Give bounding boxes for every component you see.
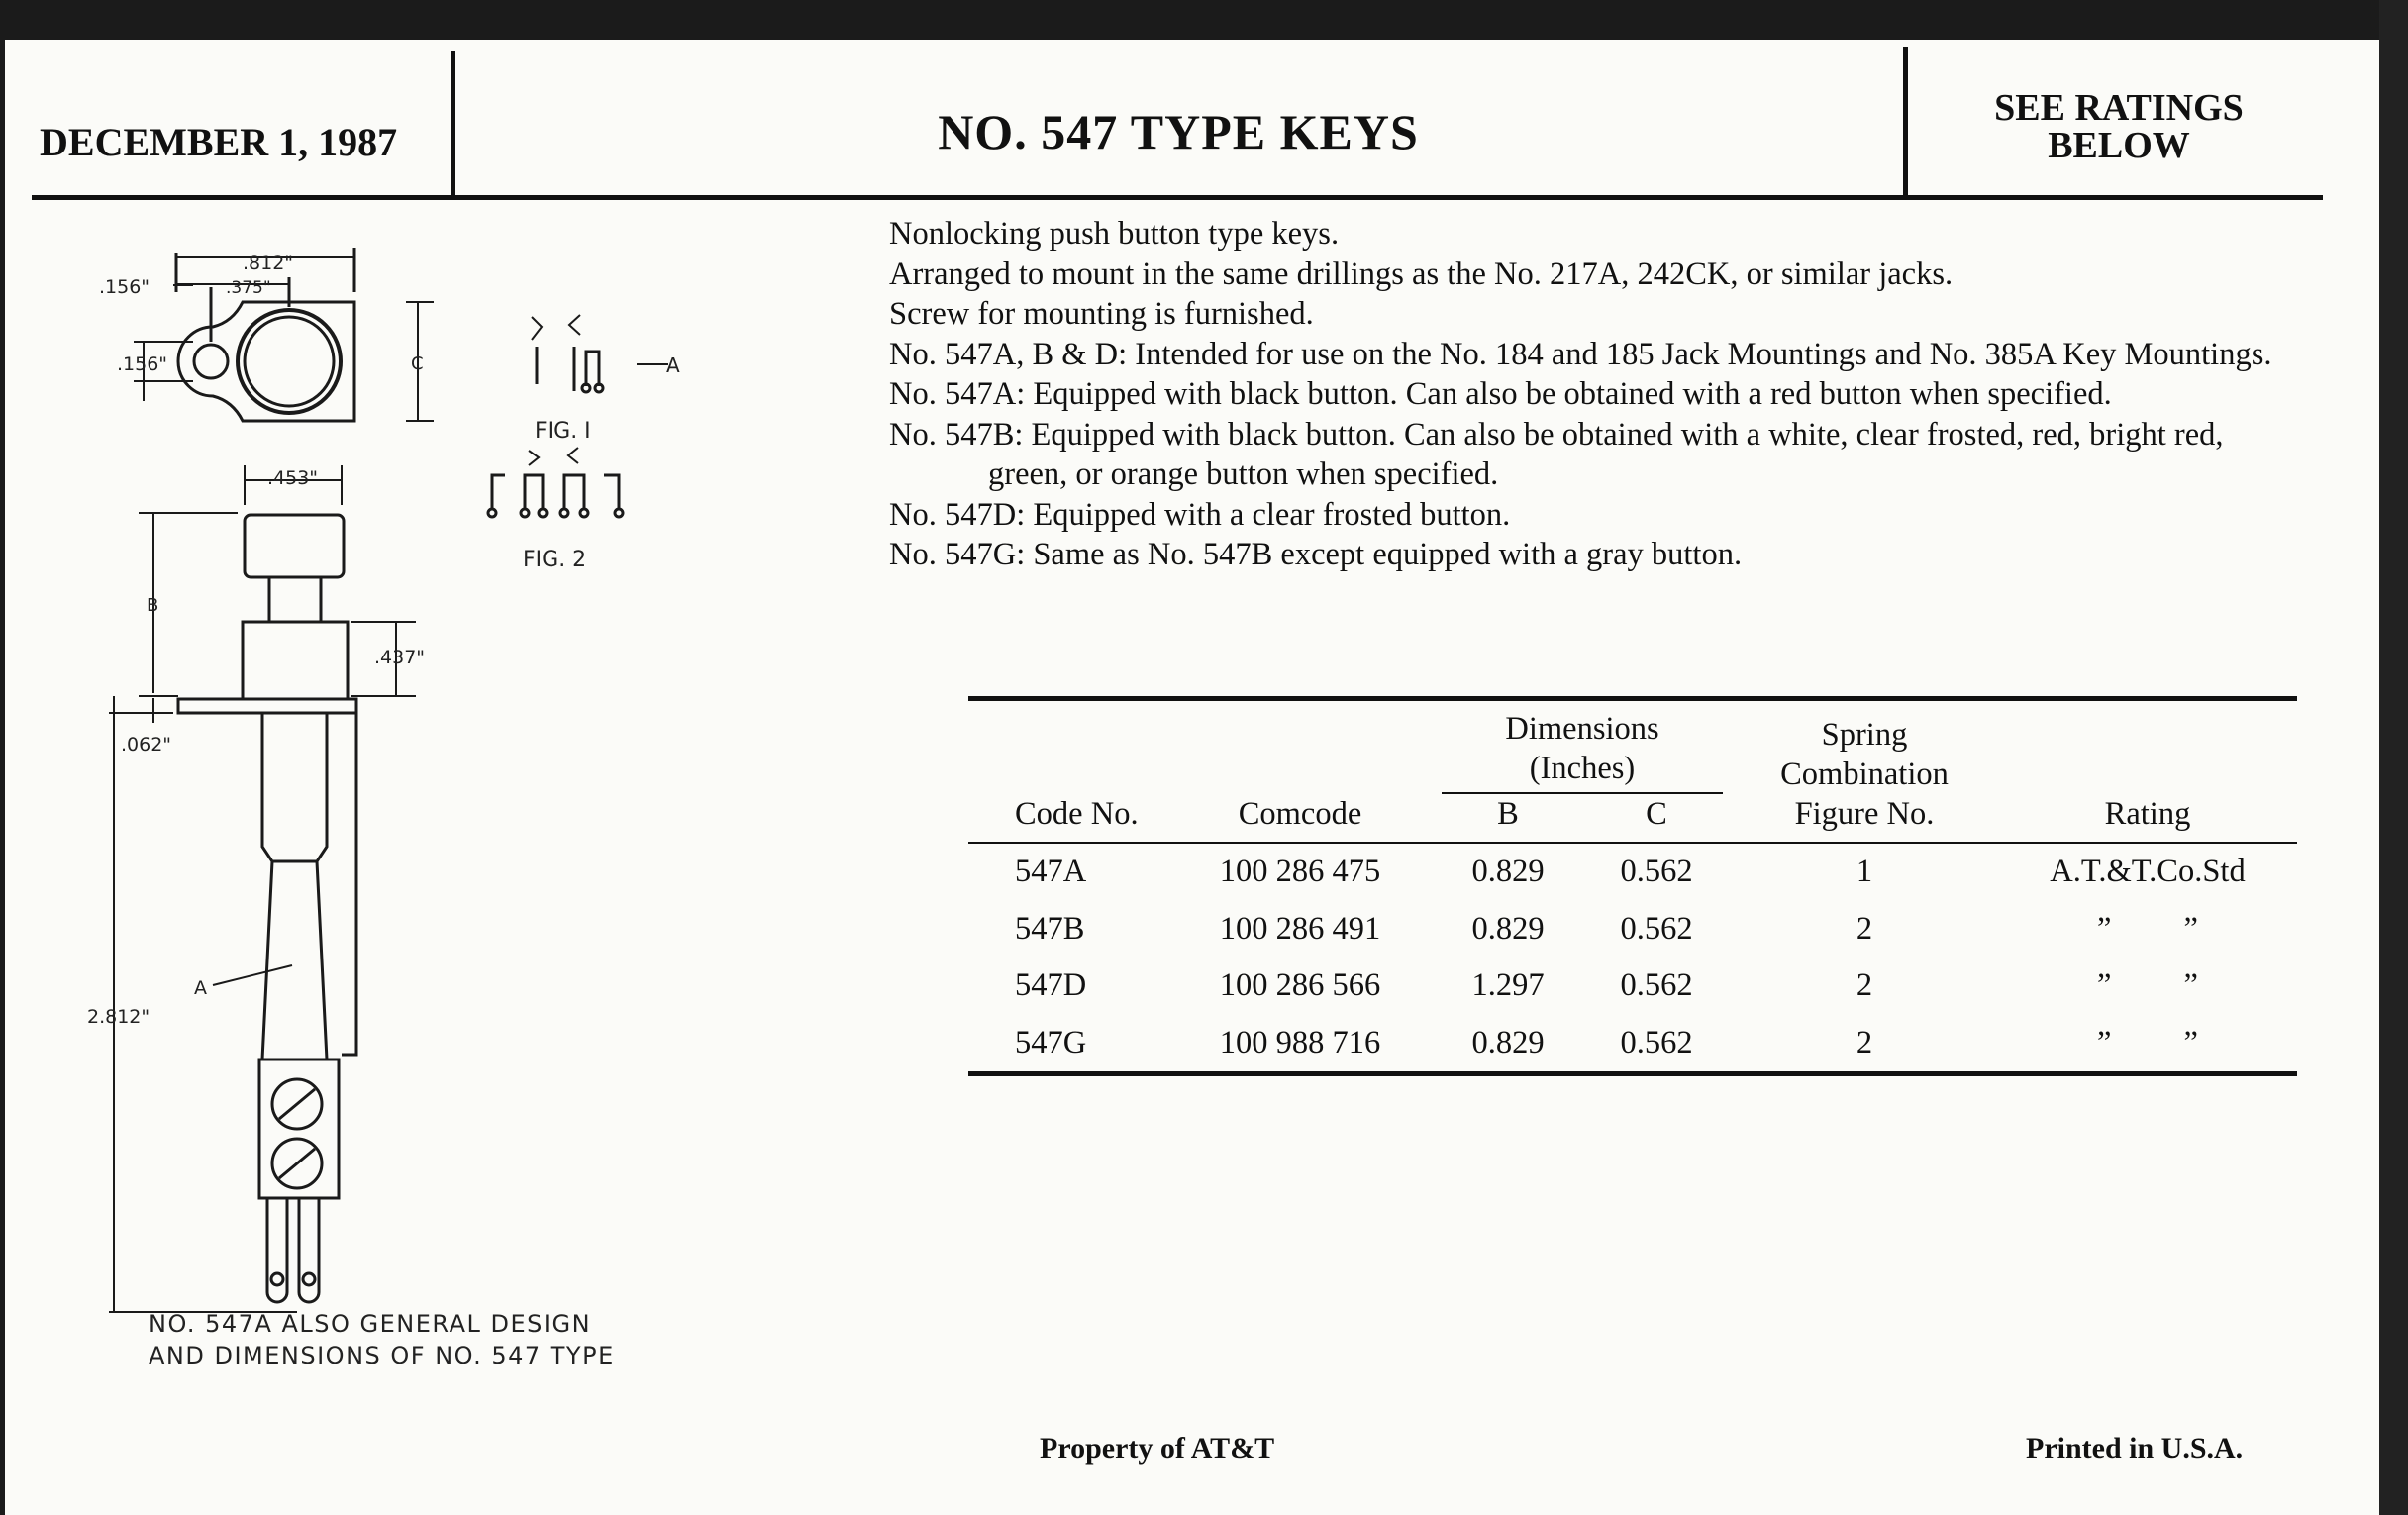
cell-rating: ” ” [2097,967,2198,1004]
header-rating: Rating [2104,796,2191,832]
dim-156-side: .156" [117,354,168,375]
description-line: Nonlocking push button type keys. [889,216,1340,252]
description-line: No. 547A: Equipped with black button. Can also be obtained with a red button when specified. [889,376,2112,412]
bracket-leg [342,699,356,1055]
header-divider-right [1903,47,1908,197]
cell-c: 0.562 [1620,1024,1693,1060]
cell-b: 0.829 [1471,910,1545,947]
cell-c: 0.562 [1620,910,1693,947]
cell-c: 0.562 [1620,854,1693,890]
header-spring-line2: Combination [1780,757,1949,792]
dim-812: .812" [243,252,294,274]
header-c: C [1646,796,1667,832]
table-row [968,1015,2297,1074]
scan-edge [2379,0,2408,1515]
key-drawing [0,0,713,1406]
ratings-note-line2: BELOW [2048,125,2190,166]
ratings-note-line1: SEE RATINGS [1994,87,2244,129]
key-body [262,713,327,1060]
drawing-labels [87,252,680,1369]
header-dimensions [1434,699,1731,795]
drawing-caption-line2: AND DIMENSIONS OF NO. 547 TYPE [149,1342,615,1369]
header-dimensions-line1: Dimensions [1505,711,1659,747]
plunger [269,577,321,622]
dim-156-top: .156" [99,276,150,298]
mounting-hole [194,345,228,378]
cell-b: 1.297 [1471,967,1545,1004]
description-line: Screw for mounting is furnished. [889,296,1314,332]
push-button [245,515,344,577]
ratings-note [1911,89,2327,164]
button-inner-ring [245,317,334,406]
header-b: B [1497,796,1519,832]
cell-c: 0.562 [1620,967,1693,1004]
header-spring-line1: Spring [1821,717,1908,753]
header-comcode: Comcode [1238,796,1362,832]
drawing-caption-line1: NO. 547A ALSO GENERAL DESIGN [149,1310,592,1338]
footer-printed: Printed in U.S.A. [2026,1432,2244,1464]
cell-comcode: 100 286 566 [1219,967,1381,1004]
cell-fig: 1 [1856,854,1873,890]
fig2-caption: FIG. 2 [523,548,587,572]
cell-rating: ” ” [2097,1024,2198,1060]
footer-property: Property of AT&T [1040,1432,1275,1464]
label-c: C [411,354,424,374]
bushing [243,622,348,699]
cell-comcode: 100 286 475 [1219,854,1381,890]
dim-2812: 2.812" [87,1006,150,1028]
cell-rating: A.T.&T.Co.Std [2050,854,2246,890]
description-line: No. 547D: Equipped with a clear frosted button. [889,496,1511,533]
description-line: No. 547B: Equipped with black button. Can also be obtained with a white, clear frosted, red, bright red, green, or orange button when specified. [889,416,2224,492]
cell-code: 547G [1015,1024,1087,1060]
cell-code: 547A [1015,854,1087,890]
top-view-outline [178,302,354,421]
cell-b: 0.829 [1471,854,1545,890]
table-row [968,958,2297,1015]
spec-table [968,696,2297,1076]
mounting-bracket [178,699,356,713]
cell-fig: 2 [1856,967,1873,1004]
cell-b: 0.829 [1471,1024,1545,1060]
cell-fig: 2 [1856,910,1873,947]
header-spring [1731,699,1998,844]
cell-code: 547D [1015,967,1087,1004]
header-dimensions-line2: (Inches) [1442,749,1723,794]
label-a: A [194,977,207,999]
dim-437: .437" [374,647,426,668]
description-line: Arranged to mount in the same drillings as the No. 217A, 242CK, or similar jacks. [889,255,1954,292]
dim-375: .375" [226,278,271,298]
issue-date: DECEMBER 1, 1987 [40,120,398,164]
cell-comcode: 100 988 716 [1219,1024,1381,1060]
table-row [968,843,2297,901]
description-line: No. 547A, B & D: Intended for use on the No. 184 and 185 Jack Mountings and No. 385A Key Mountings. [889,336,2272,372]
button-outer-ring [238,310,341,413]
description-line: No. 547G: Same as No. 547B except equipped with a gray button. [889,537,1743,572]
cell-code: 547B [1015,910,1085,947]
dim-062: .062" [121,734,172,756]
description [889,214,2295,575]
header-code: Code No. [1015,796,1139,832]
drawing-linework [109,248,668,1312]
cell-rating: ” ” [2097,910,2198,947]
header-spring-line3: Figure No. [1794,796,1935,832]
dim-453: .453" [267,467,319,489]
page-title: NO. 547 TYPE KEYS [938,104,1419,159]
label-b: B [147,595,159,616]
table-row [968,901,2297,959]
fig1-label-a: A [666,354,680,377]
cell-comcode: 100 286 491 [1219,910,1381,947]
cell-fig: 2 [1856,1024,1873,1060]
fig1-caption: FIG. I [535,419,591,444]
